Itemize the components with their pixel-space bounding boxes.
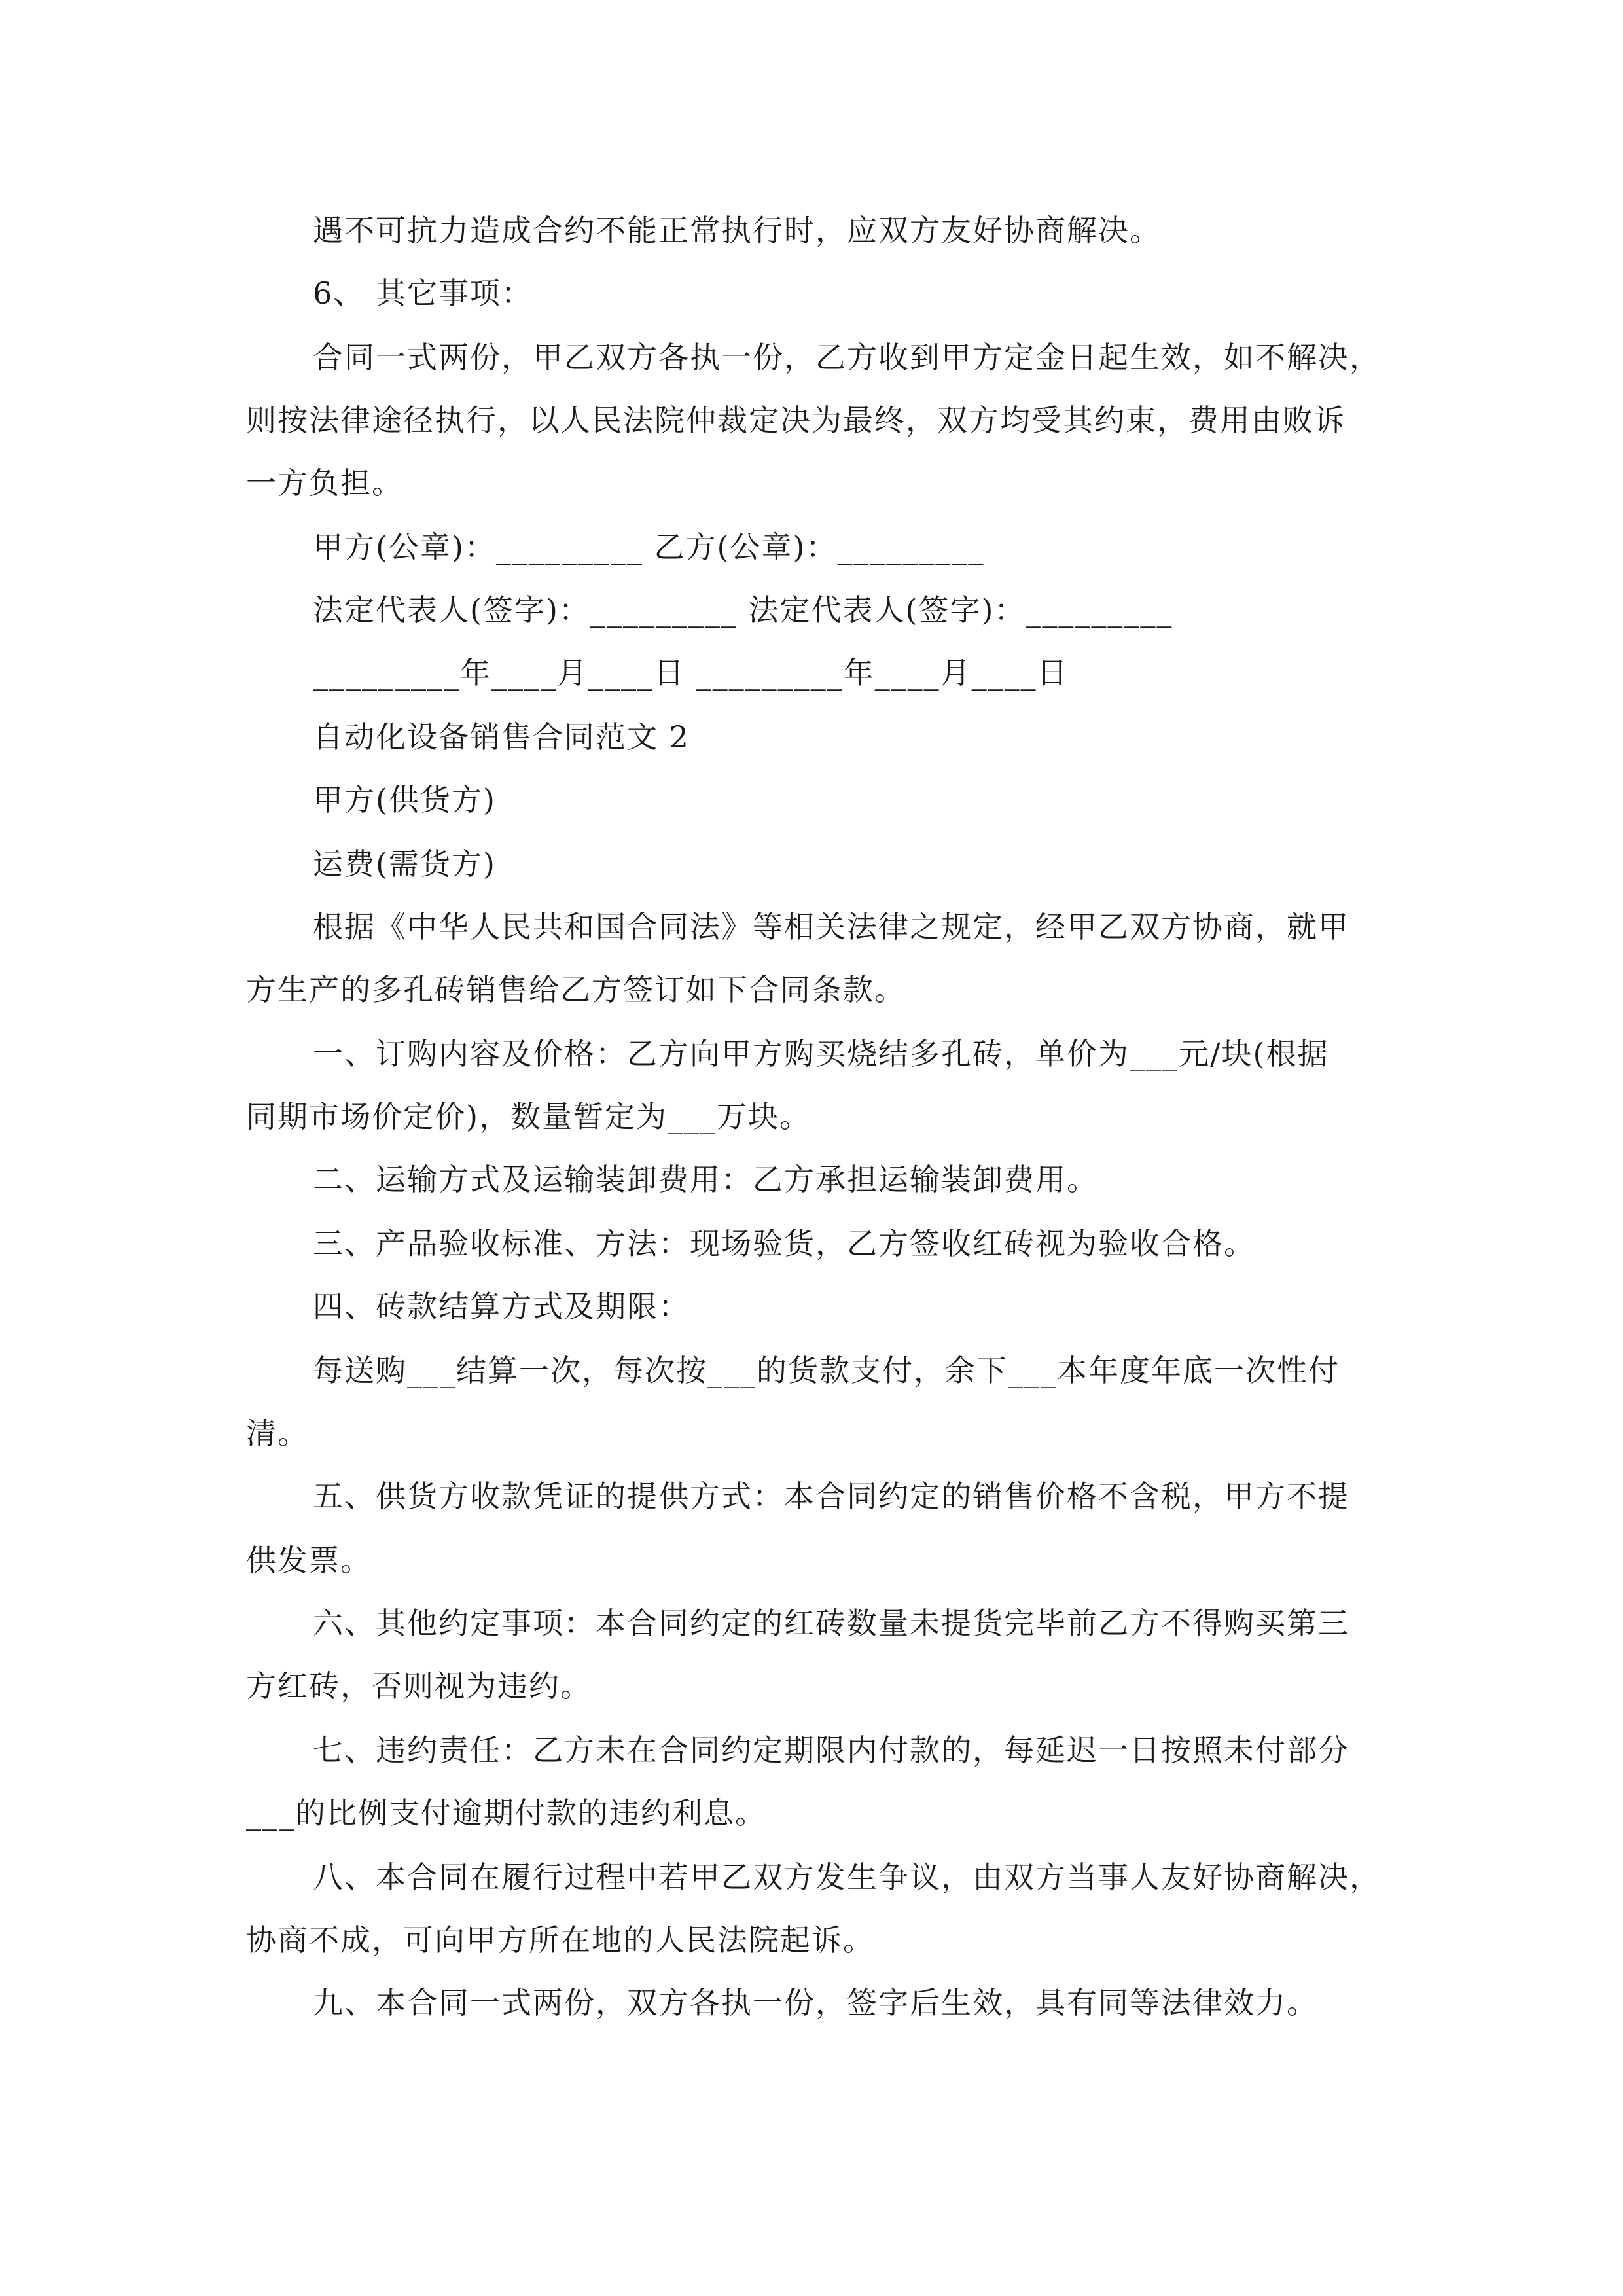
text-line: 二、运输方式及运输装卸费用：乙方承担运输装卸费用。 bbox=[313, 1162, 1098, 1197]
text-line: 运费(需货方) bbox=[313, 846, 496, 882]
text-line: 一、订购内容及价格：乙方向甲方购买烧结多孔砖，单价为___元/块(根据 bbox=[313, 1036, 1329, 1071]
text-line: 6、 其它事项： bbox=[313, 276, 533, 311]
section-title: 自动化设备销售合同范文 2 bbox=[313, 719, 690, 755]
text-line: 一方负担。 bbox=[246, 465, 403, 501]
text-line: 五、供货方收款凭证的提供方式：本合同约定的销售价格不含税，甲方不提 bbox=[313, 1479, 1349, 1514]
text-line: 九、本合同一式两份，双方各执一份，签字后生效，具有同等法律效力。 bbox=[313, 1985, 1318, 2020]
text-line: 同期市场价定价)，数量暂定为___万块。 bbox=[246, 1099, 811, 1134]
text-line: 方生产的多孔砖销售给乙方签订如下合同条款。 bbox=[246, 972, 906, 1007]
text-line: 八、本合同在履行过程中若甲乙双方发生争议，由双方当事人友好协商解决， bbox=[313, 1859, 1381, 1895]
text-line: 四、砖款结算方式及期限： bbox=[313, 1289, 690, 1324]
text-line: 则按法律途径执行，以人民法院仲裁定决为最终，双方均受其约束，费用由败诉 bbox=[246, 403, 1346, 438]
text-line: 遇不可抗力造成合约不能正常执行时，应双方友好协商解决。 bbox=[313, 213, 1161, 248]
text-line: 每送购___结算一次，每次按___的货款支付，余下___本年度年底一次性付 bbox=[313, 1353, 1340, 1388]
text-line: 三、产品验收标准、方法：现场验货，乙方签收红砖视为验收合格。 bbox=[313, 1226, 1255, 1261]
text-line: 供发票。 bbox=[246, 1543, 372, 1578]
signature-line: 法定代表人(签字)：_________ 法定代表人(签字)：_________ bbox=[313, 592, 1173, 628]
date-line: _________年____月____日 _________年____月____日 bbox=[313, 655, 1069, 691]
text-line: 七、违约责任：乙方未在合同约定期限内付款的，每延迟一日按照未付部分 bbox=[313, 1732, 1349, 1768]
text-line: 合同一式两份，甲乙双方各执一份，乙方收到甲方定金日起生效，如不解决， bbox=[313, 340, 1381, 375]
text-line: 甲方(供货方) bbox=[313, 782, 496, 817]
text-line: 协商不成，可向甲方所在地的人民法院起诉。 bbox=[246, 1922, 874, 1958]
text-line: ___的比例支付逾期付款的违约利息。 bbox=[246, 1795, 766, 1831]
text-line: 根据《中华人民共和国合同法》等相关法律之规定，经甲乙双方协商，就甲 bbox=[313, 909, 1349, 944]
text-line: 六、其他约定事项：本合同约定的红砖数量未提货完毕前乙方不得购买第三 bbox=[313, 1605, 1349, 1641]
signature-line: 甲方(公章)：_________ 乙方(公章)：_________ bbox=[313, 529, 985, 565]
text-line: 清。 bbox=[246, 1416, 309, 1451]
text-line: 方红砖，否则视为违约。 bbox=[246, 1668, 592, 1704]
